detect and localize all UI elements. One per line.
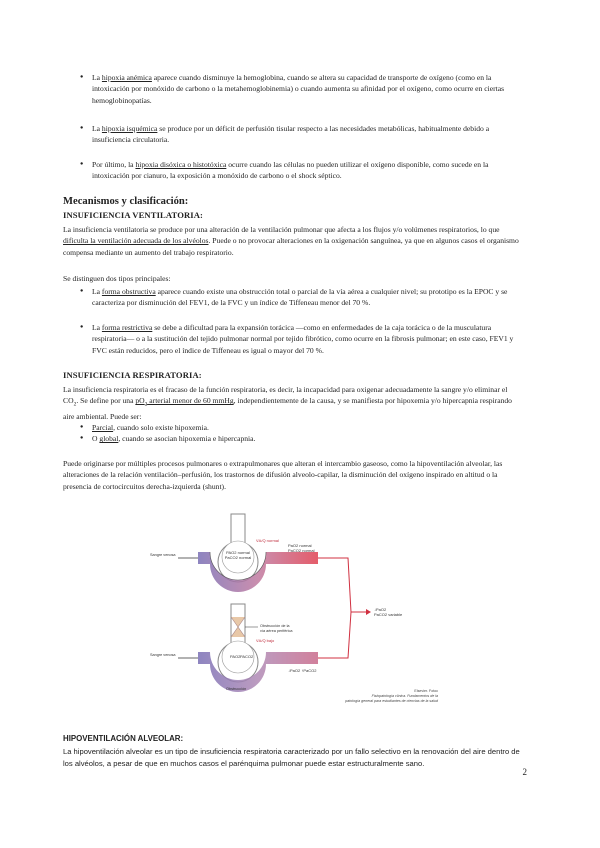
obstr-label-3: Obstrucción bbox=[226, 687, 247, 691]
va-bajo-label: V̇A/Q̇ bajo bbox=[256, 638, 275, 643]
sangre-top-label: Sangre venosa bbox=[150, 553, 176, 557]
caption-1: Elsevier. Fotoc bbox=[414, 689, 438, 693]
mix-label-1: ↓PaO2 bbox=[374, 607, 387, 612]
cap-top-label-2: PaCO2 normal bbox=[288, 548, 315, 553]
hipoventilation-paragraph: La hipoventilación alveolar es un tipo de insuficiencia respiratoria caracterizado por un fallo selectivo en la renovación del aire dentro de los alvéolos, a pesar de que en muchos casos el parénquima pulmonar puede estar estructuralmente sano. bbox=[63, 747, 520, 768]
list-item: ● O global, cuando se asocian hipoxemia e hipercapnia. bbox=[92, 433, 522, 444]
ventilatory-types-list bbox=[92, 322, 522, 356]
respiratory-kinds-list bbox=[92, 422, 522, 445]
obstr-label-1: Obstrucción de la bbox=[260, 624, 290, 628]
list-item: ● Parcial, cuando solo existe hipoxemia. bbox=[92, 422, 522, 433]
va-normal-label: V̇A/Q̇ normal bbox=[256, 538, 279, 543]
ventilatory-heading: INSUFICIENCIA VENTILATORIA: bbox=[63, 210, 203, 220]
alv-top-label-1: PAO2 normal bbox=[226, 550, 250, 555]
ventilatory-paragraph: La insuficiencia ventilatoria se produce por una alteración de la ventilación pulmonar que afecta a los flujos y/o volúmenes respiratorios, lo que dificulta la ventilación adecuada de los alvéolos. Puede o no provocar alteraciones en la oxigenación sanguínea, ya que en algunos casos el organismo compensa mediante un aumento del trabajo respiratorio. bbox=[63, 225, 519, 257]
cap-top-label-1: PaO2 normal bbox=[288, 543, 312, 548]
caption-3: patología general para estudiantes de ciencias de la salud bbox=[345, 699, 438, 703]
alv-bot-label-1: PAO2 bbox=[230, 654, 241, 659]
list-item: ● Por último, la hipoxia disóxica o histotóxica ocurre cuando las células no pueden utilizar el oxígeno disponible, como sucede en la intoxicación por cianuro, la exposición a monóxido de carbono o el shock séptico. bbox=[92, 159, 522, 182]
caption-2: Fisiopatología clínica. Fundamentos de la bbox=[371, 694, 438, 698]
respiratory-paragraph: La insuficiencia respiratoria es el fracaso de la función respiratoria, es decir, la incapacidad para oxigenar adecuadamente la sangre y/o eliminar el $CO_2$. Se define por una $pO_2$ arterial menor de 60 mmHg, independientemente de la causa, y se manifiesta por hipoxemia y/o hipercapnia respirando aire ambiental. Puede ser: bbox=[63, 385, 512, 422]
list-item: ● La hipoxia isquémica se produce por un déficit de perfusión tisular respecto a las necesidades metabólicas, habitualmente debido a insuficiencia circulatoria. bbox=[92, 123, 522, 146]
ventilatory-types-list bbox=[92, 286, 522, 309]
section-title: Mecanismos y clasificación: bbox=[63, 196, 189, 207]
causes-paragraph: Puede originarse por múltiples procesos pulmonares o extrapulmonares que alteran el intercambio gaseoso, como la hipoventilación alveolar, las alteraciones de la relación ventilación–perfusión, los trastornos de difusión alveolo-capilar, la disminución del oxígeno inspirado en altitud o la presencia de cortocircuitos derecha-izquierda (shunt). bbox=[63, 459, 503, 491]
va-q-figure bbox=[148, 512, 448, 722]
sangre-bottom-label: Sangre venosa bbox=[150, 653, 176, 657]
alv-bot-label-2: PACO2 bbox=[240, 654, 254, 659]
list-item: ● La hipoxia anémica aparece cuando disminuye la hemoglobina, cuando se altera su capacidad de transporte de oxígeno (como en la intoxicación por monóxido de carbono o la metahemoglobinemia) o cuando aumenta su afinidad por el oxígeno, como ocurre en ciertas hemoglobinopatías. bbox=[92, 72, 522, 106]
list-item: ● La forma obstructiva aparece cuando existe una obstrucción total o parcial de la vía aérea a cualquier nivel; su prototipo es la EPOC y se caracteriza por disminución del FEV1, de la FVC y un índice de Tiffeneau menor del 70 %. bbox=[92, 286, 522, 309]
mix-label-2: PaCO2 variable bbox=[374, 612, 403, 617]
respiratory-heading: INSUFICIENCIA RESPIRATORIA: bbox=[63, 370, 202, 380]
types-intro: Se distinguen dos tipos principales: bbox=[63, 274, 171, 283]
list-item: ● La forma restrictiva se debe a dificultad para la expansión torácica —como en enfermedades de la caja torácica o de la musculatura respiratoria— o a la sustitución del tejido pulmonar normal por tejido fibrótico, como ocurre en la fibrosis pulmonar; en este caso, FEV1 y FVC están reducidos, pero el índice de Tiffeneau es igual o mayor del 70 %. bbox=[92, 322, 522, 356]
page-number: 2 bbox=[522, 767, 527, 777]
cap-bot-label: ↓PaO2 ↑PaCO2 bbox=[288, 668, 317, 673]
alv-top-label-2: PaCO2 normal bbox=[224, 555, 252, 560]
hipoventilation-heading: HIPOVENTILACIÓN ALVEOLAR: bbox=[63, 734, 184, 743]
hypoxia-types-list bbox=[92, 159, 522, 182]
hypoxia-types-list bbox=[92, 72, 522, 106]
hypoxia-types-list bbox=[92, 123, 522, 146]
obstr-label-2: vía aérea periférica bbox=[260, 629, 293, 633]
